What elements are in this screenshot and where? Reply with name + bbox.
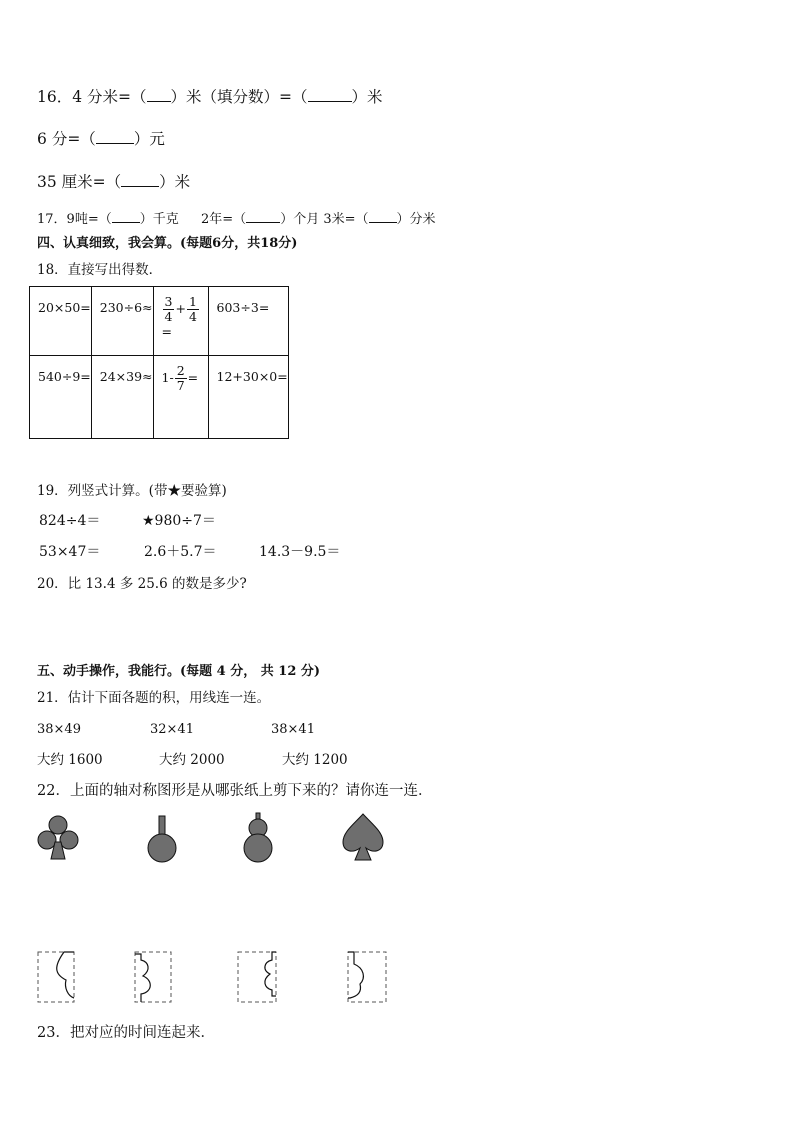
q16-line3 — [37, 173, 190, 191]
q18-cell[interactable] — [208, 287, 288, 356]
q16-line2-end: ）元 — [133, 130, 165, 148]
q18-cell[interactable] — [153, 356, 208, 439]
spade-icon[interactable] — [340, 812, 386, 862]
q16-line3-unit: 厘米=（ — [61, 173, 122, 191]
minuend: 1- — [161, 370, 174, 385]
answer-blank[interactable] — [121, 174, 159, 187]
answer-blank[interactable] — [96, 131, 134, 144]
q20-title: 20．比 13.4 多 25.6 的数是多少? — [37, 576, 247, 592]
q18-cell[interactable] — [91, 287, 153, 356]
fraction-numerator: 2 — [176, 363, 185, 378]
q19-item: 2.6＋5.7＝ — [144, 544, 217, 560]
q21-title: 21．估计下面各题的积，用线连一连。 — [37, 690, 271, 706]
q16-line2 — [37, 130, 165, 148]
fraction-denominator: 7 — [176, 378, 185, 393]
q18-cell[interactable] — [30, 287, 92, 356]
q17-part-a-end: ）千克 — [139, 212, 179, 227]
q19-item: ★980÷7＝ — [142, 513, 216, 529]
q16-unit1: 分米=（ — [87, 88, 147, 106]
answer-blank[interactable] — [147, 89, 171, 102]
q16-lead: 16．4 — [37, 88, 83, 106]
gourd-icon[interactable] — [240, 812, 276, 864]
q19-title: 19．列竖式计算。(带★要验算) — [37, 483, 227, 499]
q18-table — [29, 286, 289, 439]
q21-estimate[interactable]: 大约 1600 — [37, 752, 103, 768]
q21-product[interactable]: 38×49 — [37, 722, 81, 737]
section-4-heading: 四、认真细致，我会算。(每题6分，共18分) — [37, 236, 298, 251]
fraction-denominator: 4 — [164, 309, 173, 324]
q16-line1 — [37, 88, 383, 106]
q16-line3-end: ）米 — [159, 173, 191, 191]
fraction — [163, 295, 175, 324]
fraction-numerator: 3 — [164, 294, 173, 309]
answer-blank[interactable] — [308, 89, 352, 102]
q17-part-b: 2年=（ — [201, 212, 247, 227]
q19-item: 14.3－9.5＝ — [259, 544, 341, 560]
q18-cell[interactable] — [91, 356, 153, 439]
q18-expr: 603÷3= — [216, 300, 270, 315]
q16-line3-lead: 35 — [37, 173, 57, 191]
q21-estimate[interactable]: 大约 2000 — [159, 752, 225, 768]
paper-cut-3-icon[interactable] — [236, 948, 280, 1006]
q22-title: 22．上面的轴对称图形是从哪张纸上剪下来的？请你连一连． — [37, 783, 433, 799]
q16-line2-lead: 6 — [37, 130, 47, 148]
q18-expr: 24×39≈ — [99, 369, 153, 384]
fraction — [187, 295, 199, 324]
q16-end: ）米 — [351, 88, 383, 106]
q21-product[interactable]: 32×41 — [150, 722, 194, 737]
q18-title: 18．直接写出得数． — [37, 262, 163, 278]
q18-expr: 20×50= — [38, 300, 91, 315]
q17-part-c-end: ）分米 — [396, 212, 436, 227]
q17-part-c: 3米=（ — [323, 212, 369, 227]
q19-item: 824÷4＝ — [39, 513, 101, 529]
q21-estimate[interactable]: 大约 1200 — [282, 752, 348, 768]
section-5-heading: 五、动手操作，我能行。(每题 4 分， 共 12 分) — [37, 664, 321, 679]
q18-expr: 230÷6≈ — [99, 300, 153, 315]
q16-mid: ）米（填分数）=（ — [170, 88, 308, 106]
q18-cell[interactable] — [208, 356, 288, 439]
q17-line — [37, 210, 436, 229]
paper-cut-2-icon[interactable] — [131, 948, 175, 1006]
fraction-numerator: 1 — [188, 294, 197, 309]
q18-expr: 12+30×0= — [216, 369, 288, 384]
q18-cell[interactable] — [153, 287, 208, 356]
q17-part-b-end: ）个月 — [280, 212, 320, 227]
answer-blank[interactable] — [246, 210, 280, 223]
equals-sign: = — [187, 370, 199, 385]
equals-sign: = — [161, 324, 173, 339]
q18-expr: 540÷9= — [38, 369, 91, 384]
q16-line2-unit: 分=（ — [51, 130, 96, 148]
paper-cut-1-icon[interactable] — [36, 948, 78, 1006]
club-icon[interactable] — [36, 814, 80, 862]
q21-product[interactable]: 38×41 — [271, 722, 315, 737]
fraction-denominator: 4 — [188, 309, 197, 324]
paper-cut-4-icon[interactable] — [344, 948, 390, 1006]
q23-title: 23．把对应的时间连起来． — [37, 1025, 215, 1041]
plus-sign: + — [175, 301, 186, 316]
q19-item: 53×47＝ — [39, 544, 101, 560]
paddle-icon[interactable] — [140, 814, 184, 864]
answer-blank[interactable] — [369, 210, 397, 223]
q17-part-a: 17．9吨=（ — [37, 212, 112, 227]
answer-blank[interactable] — [112, 210, 140, 223]
q18-cell[interactable] — [30, 356, 92, 439]
fraction — [175, 364, 187, 393]
